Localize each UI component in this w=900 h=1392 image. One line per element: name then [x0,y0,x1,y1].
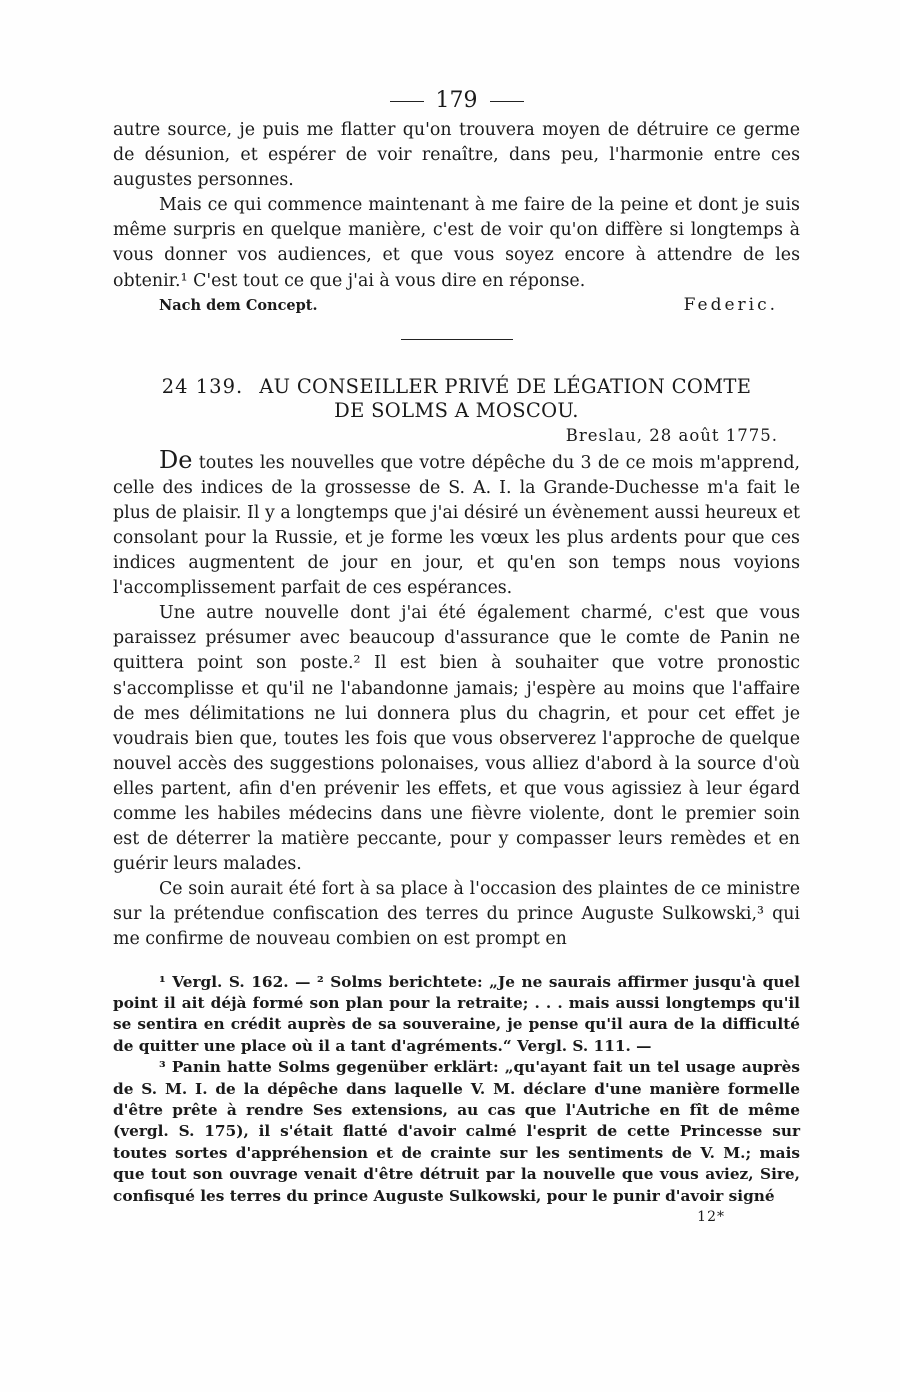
signature-mark: 12* [697,1209,725,1225]
paragraph-mais: Mais ce qui commence maintenant à me faire de la peine et dont je suis même surpris en quelque manière, c'est de voir qu'on diffère si longtemps à vous donner vos audiences, et que vous soyez encore à attendre de les obtenir.¹ C'est tout ce que j'ai à vous dire en réponse. [113,195,800,291]
letter-title-line-1: AU CONSEILLER PRIVÉ DE LÉGATION COMTE [259,374,752,398]
header-dash-left [390,101,424,102]
paragraph-intro: autre source, je puis me flatter qu'on trouvera moyen de détruire ce germe de désunion, et espérer de voir renaître, dans peu, l'harmonie entre ces augustes personnes. [113,120,800,191]
footnotes [113,972,800,1207]
paragraph-1-text: toutes les nouvelles que votre dépêche du 3 de ce mois m'apprend, celle des indices de la grossesse de S. A. I. la Grande-Duchesse m'a fait le plus de plaisir. Il y a longtemps que j'ai désiré un évènement aussi heureux et consolant pour la Russie, et je forme les vœux les plus ardents pour que ces indices augmentent de jour en jour, et qu'en son temps nous voyions l'accomplissement parfait de ces espérances. [113,452,800,599]
paragraph-2: Une autre nouvelle dont j'ai été également charmé, c'est que vous paraissez présumer avec beaucoup d'assurance que le comte de Panin ne quittera point son poste.² Il est bien à souhaiter que votre pronostic s'accomplisse et qu'il ne l'abandonne jamais; j'espère au moins que l'affaire de mes délimitations ne lui donnera plus du chagrin, et pour cet effet je voudrais bien que, toutes les fois que vous observerez l'approche de quelque nouvel accès des suggestions polonaises, vous alliez d'abord à la source d'où elles partent, afin d'en prévenir les effets, et que vous agissiez à leur égard comme les habiles médecins dans une fièvre violente, dont le premier soin est de déterrer la matière peccante, pour y compasser leurs remèdes et en guérir leurs malades. [113,603,800,875]
signature-row [113,295,800,315]
paragraph-3: Ce soin aurait été fort à sa place à l'occasion des plaintes de ce ministre sur la prétendue confiscation des terres du prince Auguste Sulkowski,³ qui me confirme de nouveau combien on est prompt en [113,879,800,950]
page [113,84,800,1225]
letter-heading [113,375,800,423]
drop-cap: De [159,445,193,474]
header-dash-right [490,101,524,102]
footnote-3: ³ Panin hatte Solms gegenüber erklärt: „qu'ayant fait un tel usage auprès de S. M. I. de la dépêche dans laquelle V. M. déclare d'une manière formelle d'être prête à rendre Ses extensions, au cas que l'Autriche en fît de même (vergl. S. 175), il s'était flatté d'avoir calmé l'esprit de cette Princesse sur toutes sortes d'appréhension et de crainte sur les sentiments de V. M.; mais que tout son ouvrage venait d'être détruit par la nouvelle que vous aviez, Sire, confisqué les terres du prince Auguste Sulkowski, pour le punir d'avoir signé [113,1058,800,1205]
section-divider [401,339,513,340]
source-note: Nach dem Concept. [159,296,318,314]
letter-number: 24 139. [161,374,244,398]
body-text [113,118,800,953]
page-header [113,84,800,118]
dateline: Breslau, 28 août 1775. [565,425,778,445]
paragraph-1 [113,445,800,602]
letter-title-line-2: DE SOLMS A MOSCOU. [334,398,579,422]
signer: Federic. [683,294,778,315]
footnote-1-2: ¹ Vergl. S. 162. — ² Solms berichtete: „Je ne saurais affirmer jusqu'à quel point il ait déjà formé son plan pour la retraite; . . . mais aussi longtemps qu'il se sentira en crédit auprès de sa souveraine, je pense qu'il aura de la difficulté de quitter une place où il a tant d'agréments.“ Vergl. S. 111. — [113,972,800,1055]
page-number: 179 [435,88,478,113]
